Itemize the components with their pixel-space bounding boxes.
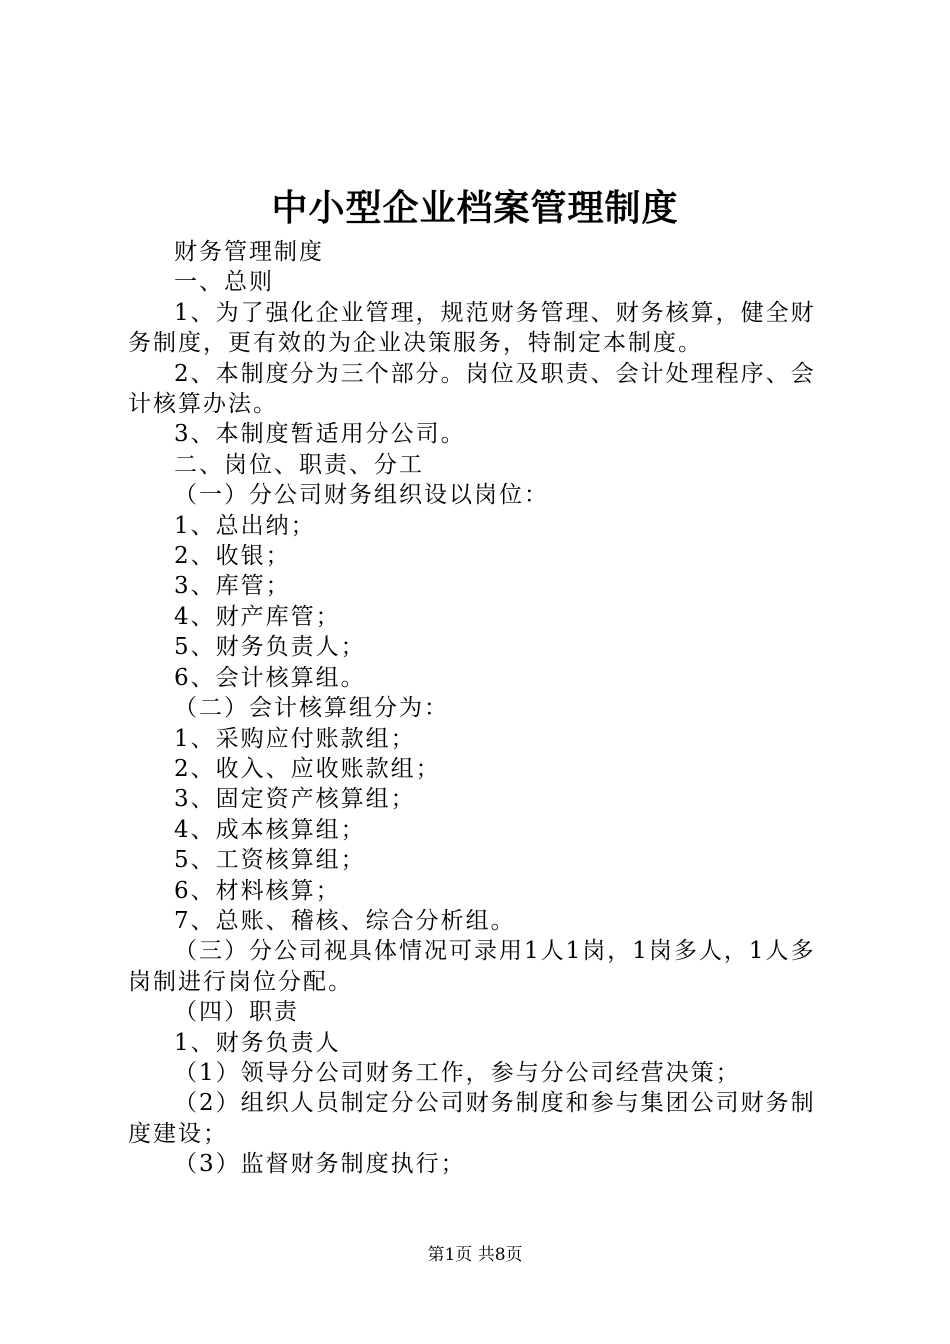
- paragraph: 6、材料核算；: [174, 877, 341, 904]
- paragraph: 1、财务负责人: [174, 1029, 341, 1056]
- paragraph: 2、本制度分为三个部分。岗位及职责、会计处理程序、会计核算办法。: [128, 360, 816, 418]
- paragraph: 1、总出纳；: [174, 512, 316, 539]
- paragraph: 3、本制度暂适用分公司。: [174, 421, 466, 448]
- paragraph: 一、总则: [174, 269, 274, 296]
- paragraph: 财务管理制度: [174, 239, 324, 265]
- paragraph: 7、总账、稽核、综合分析组。: [174, 907, 516, 934]
- paragraph: 4、成本核算组；: [174, 816, 366, 843]
- paragraph: （一）分公司财务组织设以岗位：: [174, 482, 549, 509]
- paragraph: 2、收入、应收账款组；: [174, 755, 441, 782]
- paragraph: 6、会计核算组。: [174, 664, 366, 691]
- paragraph: 3、库管；: [174, 573, 291, 600]
- paragraph: （三）分公司视具体情况可录用1人1岗，1岗多人，1人多岗制进行岗位分配。: [128, 938, 816, 995]
- paragraph: （四）职责: [174, 999, 299, 1026]
- paragraph: （1）领导分公司财务工作，参与分公司经营决策；: [174, 1059, 741, 1086]
- paragraph: 二、岗位、职责、分工: [174, 451, 424, 478]
- paragraph: （3）监督财务制度执行；: [174, 1151, 466, 1178]
- paragraph: （二）会计核算组分为：: [174, 695, 449, 722]
- page-footer: 第1页 共8页: [427, 1245, 523, 1265]
- document-body: [128, 237, 832, 1180]
- paragraph: 5、财务负责人；: [174, 634, 366, 661]
- paragraph: （2）组织人员制定分公司财务制度和参与集团公司财务制度建设；: [128, 1090, 816, 1147]
- paragraph: 5、工资核算组；: [174, 847, 366, 874]
- document-title: 中小型企业档案管理制度: [271, 187, 679, 229]
- paragraph: 3、固定资产核算组；: [174, 786, 416, 813]
- paragraph: 1、采购应付账款组；: [174, 725, 416, 752]
- paragraph: 4、财产库管；: [174, 603, 341, 630]
- paragraph: 2、收银；: [174, 543, 291, 570]
- paragraph: 1、为了强化企业管理，规范财务管理、财务核算，健全财务制度，更有效的为企业决策服务，特制定本制度。: [128, 299, 816, 357]
